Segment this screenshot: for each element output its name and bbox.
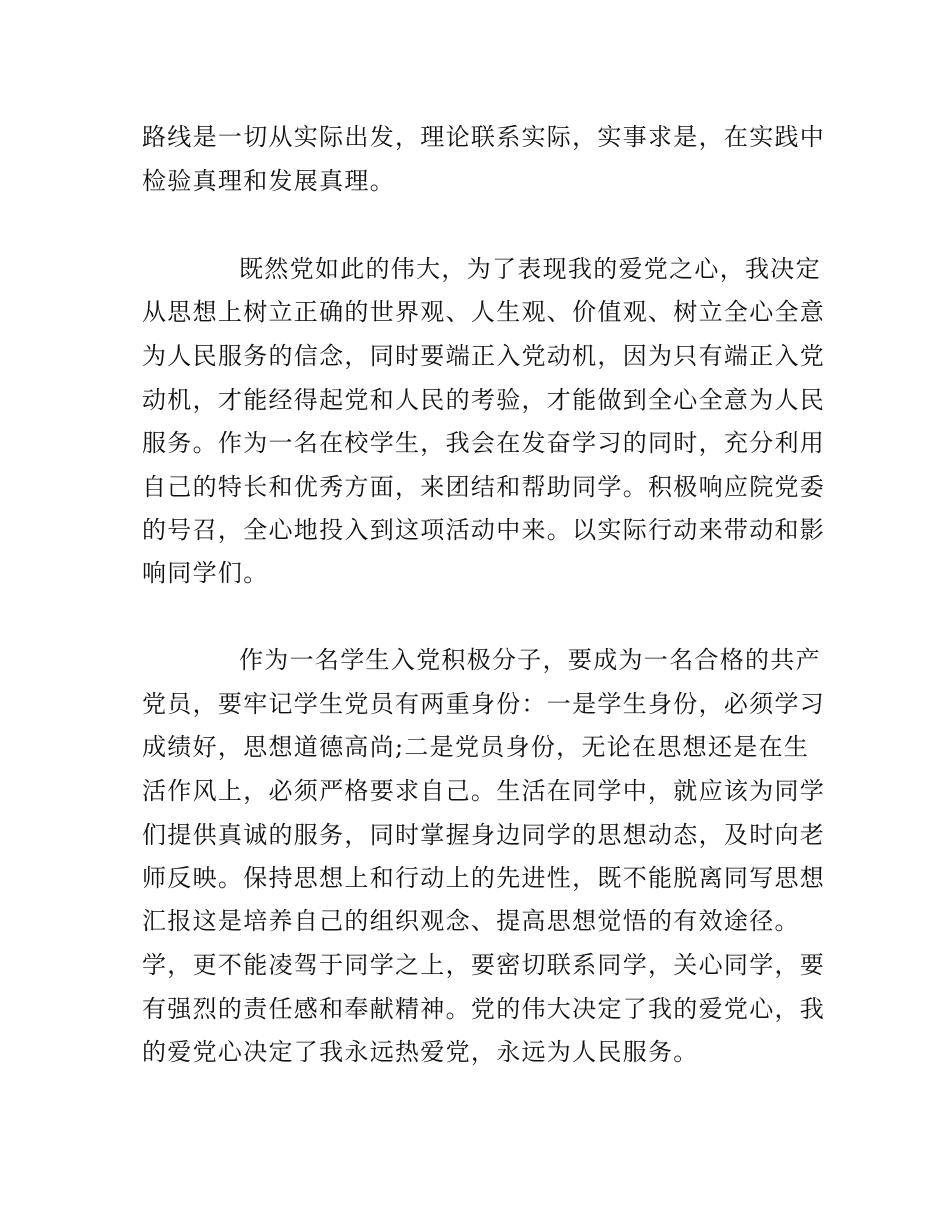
text-line: 检验真理和发展真理。 — [142, 167, 395, 195]
text-line: 路线是一切从实际出发，理论联系实际，实事求是，在实践中 — [142, 123, 826, 151]
text-line: 的号召，全心地投入到这项活动中来。以实际行动来带动和影 — [142, 516, 826, 544]
text-line: 响同学们。 — [142, 559, 269, 587]
text-line: 服务。作为一名在校学生，我会在发奋学习的同时，充分利用 — [142, 429, 826, 457]
text-line: 活作风上，必须严格要求自己。生活在同学中，就应该为同学 — [142, 777, 826, 805]
text-line: 的爱党心决定了我永远热爱党，永远为人民服务。 — [142, 1038, 699, 1066]
text-line: 作为一名学生入党积极分子，要成为一名合格的共产 — [239, 646, 821, 674]
text-line: 有强烈的责任感和奉献精神。党的伟大决定了我的爱党心，我 — [142, 995, 826, 1023]
text-line: 动机，才能经得起党和人民的考验，才能做到全心全意为人民 — [142, 386, 826, 414]
text-line: 党员，要牢记学生党员有两重身份：一是学生身份，必须学习 — [142, 690, 826, 718]
text-line: 既然党如此的伟大，为了表现我的爱党之心，我决定 — [239, 255, 821, 283]
text-line: 自己的特长和优秀方面，来团结和帮助同学。积极响应院党委 — [142, 473, 826, 501]
text-line: 为人民服务的信念，同时要端正入党动机，因为只有端正入党 — [142, 342, 826, 370]
text-line: 学，更不能凌驾于同学之上，要密切联系同学，关心同学，要 — [142, 951, 826, 979]
text-line: 汇报这是培养自己的组织观念、提高思想觉悟的有效途径。 — [142, 907, 800, 935]
text-line: 成绩好，思想道德高尚;二是党员身份，无论在思想还是在生 — [142, 733, 810, 761]
text-line: 师反映。保持思想上和行动上的先进性，既不能脱离同写思想 — [142, 864, 826, 892]
text-line: 从思想上树立正确的世界观、人生观、价值观、树立全心全意 — [142, 298, 826, 326]
text-line: 们提供真诚的服务，同时掌握身边同学的思想动态，及时向老 — [142, 821, 826, 849]
